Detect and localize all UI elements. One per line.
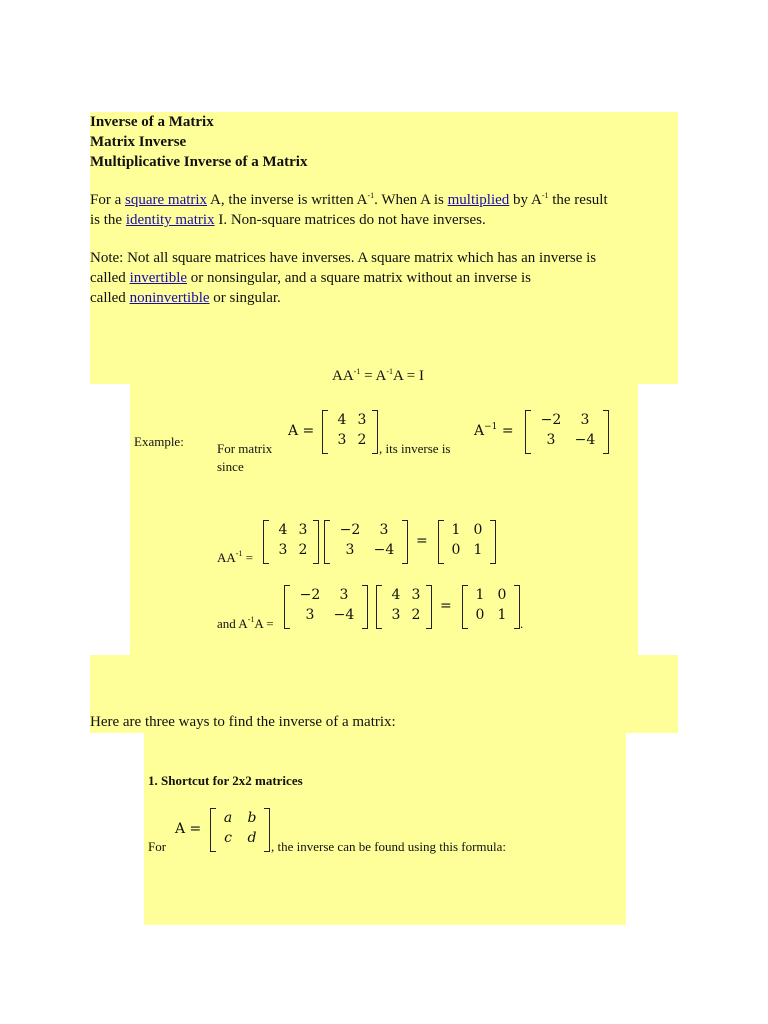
definition-line-2: is the identity matrix I. Non-square matrices do not have inverses.	[90, 212, 486, 228]
row2-equals: =	[440, 598, 452, 614]
note-line-2: called invertible or nonsingular, and a square matrix without an inverse is	[90, 270, 531, 286]
example-label: Example:	[134, 434, 184, 449]
subtitle-multiplicative-inverse: Multiplicative Inverse of a Matrix	[90, 154, 308, 170]
aa-inverse-label: $AA^{-1}$ =	[217, 549, 254, 565]
its-inverse-text: , its inverse is	[379, 441, 451, 456]
identity-matrix-link[interactable]: identity matrix	[125, 212, 215, 228]
row2-identity-matrix: 1 0 0 1	[462, 585, 520, 629]
matrix-a: 4 3 3 2	[322, 410, 378, 454]
row2-matrix-a: 4 3 3 2	[376, 585, 432, 629]
matrix-ainv-label: $A^{-1}$ =	[474, 422, 514, 439]
row1-matrix-a-inverse: −2 3 3 −4	[324, 520, 408, 564]
invertible-link[interactable]: invertible	[129, 270, 188, 286]
note-line-1: Note: Not all square matrices have inverses. A square matrix which has an inverse is	[90, 250, 597, 266]
matrix-a-inverse: −2 3 3 −4	[525, 410, 609, 454]
row2-matrix-a-inverse: −2 3 3 −4	[284, 585, 368, 629]
noninvertible-link[interactable]: noninvertible	[129, 290, 210, 306]
since-text: since	[217, 459, 244, 474]
shortcut-for-text: For	[148, 839, 167, 854]
row1-matrix-a: 4 3 3 2	[263, 520, 319, 564]
square-matrix-link[interactable]: square matrix	[125, 192, 208, 208]
shortcut-a-label: A =	[175, 821, 202, 837]
matrix-a-label: A =	[288, 423, 315, 439]
ways-intro-text: Here are three ways to find the inverse of a matrix:	[90, 714, 396, 730]
for-matrix-text: For matrix	[217, 441, 273, 456]
page-title: Inverse of a Matrix	[90, 114, 214, 130]
shortcut-matrix: a b c d	[210, 808, 270, 852]
shortcut-tail-text: , the inverse can be found using this formula:	[271, 839, 507, 854]
a-inverse-a-label: and $A^{-1}A$ =	[217, 615, 274, 631]
identity-equation: $AA^{-1} = A^{-1}A = I$	[332, 367, 424, 384]
shortcut-title: 1. Shortcut for 2x2 matrices	[148, 773, 303, 788]
row1-identity-matrix: 1 0 0 1	[438, 520, 496, 564]
subtitle-matrix-inverse: Matrix Inverse	[90, 134, 187, 150]
row2-period: .	[520, 616, 524, 631]
definition-line-1: For a square matrix A, the inverse is written $A^{-1}$. When A is multiplied by $A^{-1}$ the result	[90, 191, 608, 208]
note-line-3: called noninvertible or singular.	[90, 290, 281, 306]
row1-equals: =	[416, 533, 428, 549]
multiplied-link[interactable]: multiplied	[447, 192, 510, 208]
